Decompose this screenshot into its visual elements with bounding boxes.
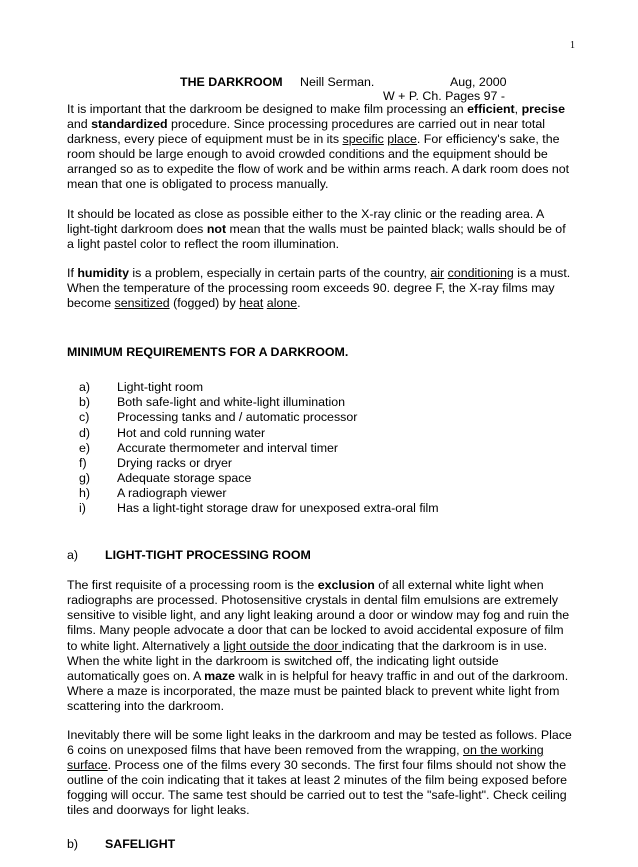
paragraph-intro [67, 102, 572, 193]
list-item-letter: b) [79, 395, 91, 410]
underlined-term: on the working surface [67, 743, 544, 773]
list-item-text: Processing tanks and / automatic processor [117, 410, 358, 425]
underlined-term: conditioning [447, 265, 514, 280]
document-date: Aug, 2000 [450, 75, 507, 89]
list-item-letter: g) [79, 470, 91, 485]
text-run: Inevitably there will be some light leaks in the darkroom and may be tested as follows. Place 6 coins on unexposed films that have been removed from the wrapping, [67, 728, 572, 758]
list-item [67, 456, 572, 471]
requirements-heading: MINIMUM REQUIREMENTS FOR A DARKROOM. [67, 345, 349, 360]
underlined-term: sensitized [114, 296, 170, 311]
document-title: THE DARKROOM [180, 75, 283, 89]
list-item-letter: f) [79, 455, 87, 470]
bold-term: efficient [467, 102, 515, 116]
list-item [67, 501, 572, 516]
paragraph-location [67, 207, 572, 252]
document-body [67, 102, 572, 867]
text-run: mean that the walls must be painted black; walls should be of a light pastel color to reflect the room illumination. [67, 221, 566, 251]
list-item-text: Has a light-tight storage draw for unexposed extra-oral film [117, 500, 439, 515]
underlined-term: specific [342, 132, 384, 147]
section-b-heading [67, 837, 572, 852]
section-letter: a) [67, 548, 79, 563]
text-run: If [67, 265, 78, 280]
text-run: It is important that the darkroom be designed to make film processing an [67, 102, 468, 116]
text-run: (fogged) by [169, 296, 240, 311]
list-item [67, 410, 572, 425]
list-item-letter: h) [79, 485, 91, 500]
document-reference: W + P. Ch. Pages 97 - [383, 89, 506, 103]
list-item-letter: a) [79, 380, 91, 395]
list-item-letter: c) [79, 410, 90, 425]
section-letter: b) [67, 836, 79, 851]
list-item [67, 486, 572, 501]
document-header [0, 75, 638, 91]
page-number: 1 [570, 40, 575, 51]
section-title: SAFELIGHT [105, 836, 176, 851]
text-run: . For efficiency's sake, the room should be large enough to avoid crowded conditions and the equipment should be arranged so as to expedite the flow of work and be within arms reach. A dark room does not mean that one is obligated to process manually. [67, 132, 570, 192]
requirements-list [67, 380, 572, 516]
text-run: The first requisite of a processing room is the [67, 578, 318, 593]
bold-term: not [206, 221, 227, 236]
list-item-letter: d) [79, 425, 91, 440]
list-item [67, 395, 572, 410]
paragraph-humidity [67, 266, 572, 311]
list-item-letter: i) [79, 500, 86, 515]
text-run: is a must. When the temperature of the processing room exceeds 90. degree F, the X-ray films may become [67, 265, 571, 311]
list-item-text: Accurate thermometer and interval timer [117, 440, 339, 455]
list-item-text: Adequate storage space [117, 470, 252, 485]
list-item-text: Light-tight room [117, 380, 204, 395]
bold-term: humidity [77, 265, 129, 280]
underlined-term: alone [266, 296, 298, 311]
section-a-heading [67, 548, 572, 563]
text-run: is a problem, especially in certain parts of the country, [128, 265, 431, 280]
list-item [67, 441, 572, 456]
bold-term: exclusion [317, 578, 375, 593]
text-run: procedure. Since processing procedures are carried out in near total darkness, every piece of equipment must be in its [67, 117, 545, 147]
bold-term: standardized [91, 117, 168, 132]
list-item [67, 426, 572, 441]
underlined-term: place [387, 132, 417, 147]
bold-term: maze [204, 668, 236, 683]
text-run: indicating that the darkroom is in use. When the white light in the darkroom is switched off, the indicating light outside automatically goes on. A [67, 638, 548, 683]
list-item-text: Hot and cold running water [117, 425, 266, 440]
underlined-term: light outside the door [223, 638, 342, 653]
text-run: It should be located as close as possible either to the X-ray clinic or the reading area. A light-tight darkroom does [67, 206, 544, 236]
text-run: . [297, 296, 301, 311]
document-author: Neill Serman. [300, 75, 375, 89]
list-item-letter: e) [79, 440, 91, 455]
list-item-text: Both safe-light and white-light illumination [117, 395, 345, 410]
underlined-term: heat [239, 296, 264, 311]
text-run: , [514, 102, 522, 116]
bold-term: precise [521, 102, 565, 116]
list-item [67, 471, 572, 486]
section-title: LIGHT-TIGHT PROCESSING ROOM [105, 548, 311, 563]
text-run: walk in is helpful for heavy traffic in and out of the darkroom. Where a maze is incorporated, the maze must be painted black to prevent white light from scattering into the darkroom. [67, 668, 569, 713]
list-item [67, 380, 572, 395]
text-run: . Process one of the films every 30 seconds. The first four films should not show the outline of the coin indicating that it takes at least 2 minutes of the film being exposed before fogging will occur. The same test should be carried out to test the "safe-light". Check ceiling tiles and doorways for light leaks. [67, 758, 568, 818]
paragraph-light-tight [67, 578, 572, 714]
paragraph-light-leak-test [67, 728, 572, 819]
list-item-text: A radiograph viewer [117, 485, 227, 500]
underlined-term: air [430, 265, 445, 280]
text-run: and [67, 117, 92, 132]
text-run: of all external white light when radiographs are processed. Photosensitive crystals in dental film emulsions are extremely sensitive to visible light, and any light leaking around a door or window may fog and ruin the films. Many people advocate a door that can be locked to avoid accidental exposure of film to white light. Alternatively a [67, 578, 570, 653]
list-item-text: Drying racks or dryer [117, 455, 232, 470]
